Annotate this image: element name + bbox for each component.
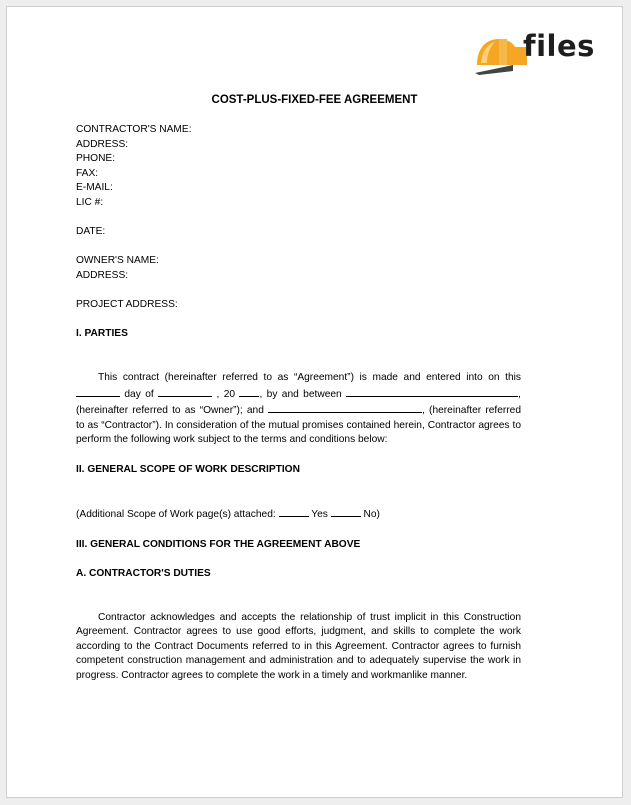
contractor-name-blank[interactable]: [268, 402, 422, 413]
document-body: [76, 123, 521, 684]
section-duties-heading: A. CONTRACTOR'S DUTIES: [76, 567, 211, 579]
scope-attached-line: (Additional Scope of Work page(s) attached: Yes No): [76, 506, 521, 523]
year-blank[interactable]: [239, 386, 259, 397]
section-conditions-heading: III. GENERAL CONDITIONS FOR THE AGREEMENT ABOVE: [76, 538, 361, 550]
section-scope-heading: II. GENERAL SCOPE OF WORK DESCRIPTION: [76, 463, 300, 475]
document-title: COST-PLUS-FIXED-FEE AGREEMENT: [211, 94, 418, 106]
brand-logo: [473, 31, 613, 79]
month-blank[interactable]: [158, 386, 212, 397]
duties-paragraph: Contractor acknowledges and accepts the relationship of trust implicit in this Construction Agreement. Contractor agrees to use good efforts, judgment, and skills to complete the work according to the Contract Documents referred to in this Agreement. Contractor agrees to furnish competent construction management and administration and to adequately supervise the work in progress. Contractor agrees to complete the work in a timely and workmanlike manner.: [76, 611, 521, 681]
contractor-phone-label: PHONE:: [76, 153, 116, 165]
owner-name-label: OWNER'S NAME:: [76, 255, 159, 267]
date-label: DATE:: [76, 226, 106, 238]
scope-no-blank[interactable]: [331, 506, 361, 517]
document-page: [6, 6, 623, 798]
owner-address-label: ADDRESS:: [76, 269, 129, 281]
hard-hat-icon: [473, 35, 529, 75]
owner-name-blank[interactable]: [346, 386, 518, 397]
logo-text: files: [523, 29, 595, 63]
contractor-fax-label: FAX:: [76, 167, 99, 179]
section-parties-heading: I. PARTIES: [76, 328, 128, 340]
parties-paragraph: This contract (hereinafter referred to as “Agreement”) is made and entered into on this day of , 20 , by and between , (hereinafter referred to as “Owner”); and , (hereinafter referred to as “Contractor”). In consideration of the mutual promises contained herein, Contractor agrees to perform the following work subject to the terms and conditions below:: [76, 372, 521, 446]
day-blank[interactable]: [76, 386, 120, 397]
contractor-name-label: CONTRACTOR'S NAME:: [76, 124, 192, 135]
contractor-email-label: E-MAIL:: [76, 182, 113, 194]
contractor-license-label: LIC #:: [76, 196, 104, 208]
contractor-address-label: ADDRESS:: [76, 138, 129, 150]
project-address-label: PROJECT ADDRESS:: [76, 299, 178, 311]
scope-yes-blank[interactable]: [279, 506, 309, 517]
